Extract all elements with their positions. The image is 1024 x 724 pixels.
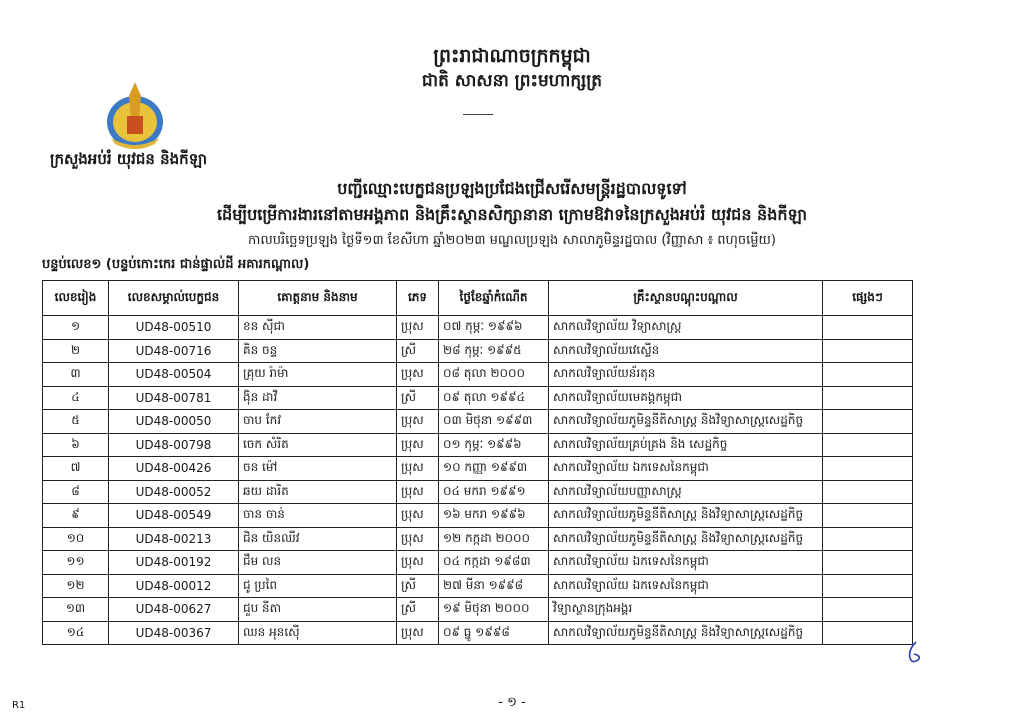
- cell-name: ជួប នីតា: [239, 598, 397, 622]
- cell-name: ចាន ចាន់: [239, 504, 397, 528]
- table-row: [43, 363, 913, 387]
- cell-sex: ប្រុស: [397, 410, 439, 434]
- table-row: [43, 551, 913, 575]
- cell-institution: សាកលវិទ្យាល័យភូមិន្ទនីតិសាស្ត្រ និងវិទ្យាសាស្ត្រសេដ្ឋកិច្ច: [549, 504, 823, 528]
- cell-name: ជឹម លន: [239, 551, 397, 575]
- cell-name: ខន ស៊ីជា: [239, 316, 397, 340]
- cell-id: UD48-00627: [109, 598, 239, 622]
- cell-dob: ១២ កក្កដា ២០០០: [439, 527, 549, 551]
- cell-other: [823, 410, 913, 434]
- cell-no: ១២: [43, 574, 109, 598]
- cell-dob: ១៩ មិថុនា ២០០០: [439, 598, 549, 622]
- cell-sex: ប្រុស: [397, 527, 439, 551]
- cell-institution: វិទ្យាស្ថានក្រុងអង្គរ: [549, 598, 823, 622]
- cell-sex: ស្រី: [397, 386, 439, 410]
- table-row: [43, 480, 913, 504]
- kingdom-heading: ព្រះរាជាណាចក្រកម្ពុជា: [433, 45, 591, 67]
- cell-no: ១៣: [43, 598, 109, 622]
- cell-id: UD48-00798: [109, 433, 239, 457]
- cell-no: ៩: [43, 504, 109, 528]
- col-header-no: លេខរៀង: [43, 281, 109, 316]
- table-row: [43, 386, 913, 410]
- page-number: - ១ -: [498, 695, 526, 710]
- cell-dob: ២៧ មីនា ១៩៩៨: [439, 574, 549, 598]
- cell-name: ជូ ប្រពៃ: [239, 574, 397, 598]
- cell-institution: សាកលវិទ្យាល័យគ្រប់គ្រង និង សេដ្ឋកិច្ច: [549, 433, 823, 457]
- room-label: បន្ទប់លេខ១ (បន្ទប់កោះកេរ ជាន់ផ្ទាល់ដី អគារកណ្តាល): [42, 257, 310, 272]
- cell-dob: ០១ កុម្ភៈ ១៩៩៦: [439, 433, 549, 457]
- cell-name: ឆយ ដារិត: [239, 480, 397, 504]
- ministry-seal-icon: [103, 78, 167, 152]
- cell-other: [823, 598, 913, 622]
- table-row: [43, 621, 913, 645]
- cell-other: [823, 457, 913, 481]
- cell-no: ៣: [43, 363, 109, 387]
- header-divider: [463, 114, 493, 115]
- ministry-name: ក្រសួងអប់រំ យុវជន និងកីឡា: [50, 150, 208, 168]
- cell-institution: សាកលវិទ្យាល័យ វិទ្យាសាស្ត្រ: [549, 316, 823, 340]
- col-header-sex: ភេទ: [397, 281, 439, 316]
- cell-institution: សាកលវិទ្យាល័យ ឯកទេសនៃកម្ពុជា: [549, 457, 823, 481]
- cell-no: ៧: [43, 457, 109, 481]
- cell-sex: ស្រី: [397, 339, 439, 363]
- cell-id: UD48-00549: [109, 504, 239, 528]
- cell-name: ចន ម៉ៅ: [239, 457, 397, 481]
- cell-dob: ០៧ កុម្ភៈ ១៩៩៦: [439, 316, 549, 340]
- revision-label: R1: [12, 700, 26, 711]
- cell-institution: សាកលវិទ្យាល័យភូមិន្ទនីតិសាស្ត្រ និងវិទ្យាសាស្ត្រសេដ្ឋកិច្ច: [549, 527, 823, 551]
- cell-institution: សាកលវិទ្យាល័យមេគង្គកម្ពុជា: [549, 386, 823, 410]
- cell-id: UD48-00510: [109, 316, 239, 340]
- table-row: [43, 316, 913, 340]
- cell-sex: ប្រុស: [397, 621, 439, 645]
- cell-dob: ០៤ មករា ១៩៩១: [439, 480, 549, 504]
- cell-id: UD48-00781: [109, 386, 239, 410]
- cell-id: UD48-00367: [109, 621, 239, 645]
- document-title: បញ្ជីឈ្មោះបេក្ខជនប្រឡងប្រជែងជ្រើសរើសមន្ត្រីរដ្ឋបាលទូទៅ: [337, 179, 687, 198]
- cell-sex: ប្រុស: [397, 363, 439, 387]
- cell-other: [823, 386, 913, 410]
- cell-id: UD48-00716: [109, 339, 239, 363]
- cell-other: [823, 363, 913, 387]
- table-row: [43, 527, 913, 551]
- cell-other: [823, 480, 913, 504]
- exam-info: កាលបរិច្ឆេទប្រឡង ថ្ងៃទី១៣ ខែសីហា ឆ្នាំ២០២៣ មណ្ឌលប្រឡង សាលាភូមិន្ទរដ្ឋបាល (វិញ្ញាសា ៖ ពហុចម្លើយ): [247, 233, 777, 248]
- motto-heading: ជាតិ សាសនា ព្រះមហាក្សត្រ: [421, 71, 603, 91]
- cell-name: ឈន អុនស៊ើ: [239, 621, 397, 645]
- cell-no: ៤: [43, 386, 109, 410]
- col-header-other: ផ្សេងៗ: [823, 281, 913, 316]
- cell-id: UD48-00504: [109, 363, 239, 387]
- table-row: [43, 433, 913, 457]
- col-header-name: គោត្តនាម និងនាម: [239, 281, 397, 316]
- cell-sex: ប្រុស: [397, 316, 439, 340]
- signature-mark-icon: [902, 640, 924, 666]
- cell-no: ៥: [43, 410, 109, 434]
- cell-institution: សាកលវិទ្យាល័យភូមិន្ទនីតិសាស្ត្រ និងវិទ្យាសាស្ត្រសេដ្ឋកិច្ច: [549, 621, 823, 645]
- cell-institution: សាកលវិទ្យាល័យវេស្ទើន: [549, 339, 823, 363]
- cell-other: [823, 433, 913, 457]
- table-row: [43, 339, 913, 363]
- cell-id: UD48-00192: [109, 551, 239, 575]
- cell-no: ១៤: [43, 621, 109, 645]
- cell-no: ៨: [43, 480, 109, 504]
- cell-other: [823, 316, 913, 340]
- col-header-dob: ថ្ងៃខែឆ្នាំកំណើត: [439, 281, 549, 316]
- cell-institution: សាកលវិទ្យាល័យភូមិន្ទនីតិសាស្ត្រ និងវិទ្យាសាស្ត្រសេដ្ឋកិច្ច: [549, 410, 823, 434]
- cell-other: [823, 574, 913, 598]
- candidate-table: [42, 280, 913, 645]
- cell-sex: ប្រុស: [397, 457, 439, 481]
- cell-dob: ០៩ ធ្នូ ១៩៩៨: [439, 621, 549, 645]
- table-row: [43, 457, 913, 481]
- cell-other: [823, 504, 913, 528]
- cell-name: គិន ចន្ទ: [239, 339, 397, 363]
- cell-dob: ០៨ តុលា ២០០០: [439, 363, 549, 387]
- cell-dob: ២៨ កុម្ភៈ ១៩៩៥: [439, 339, 549, 363]
- cell-id: UD48-00052: [109, 480, 239, 504]
- cell-sex: ប្រុស: [397, 504, 439, 528]
- cell-sex: ស្រី: [397, 574, 439, 598]
- cell-dob: ១៦ មករា ១៩៩៦: [439, 504, 549, 528]
- table-row: [43, 410, 913, 434]
- cell-name: ចាប កែវ: [239, 410, 397, 434]
- table-row: [43, 504, 913, 528]
- cell-no: ១១: [43, 551, 109, 575]
- cell-name: ង៉ិន ដាវី: [239, 386, 397, 410]
- cell-name: ជិន យិនឈីវ: [239, 527, 397, 551]
- cell-other: [823, 621, 913, 645]
- cell-name: ចេក សំរិត: [239, 433, 397, 457]
- cell-id: UD48-00213: [109, 527, 239, 551]
- cell-sex: ប្រុស: [397, 551, 439, 575]
- cell-no: ១០: [43, 527, 109, 551]
- cell-institution: សាកលវិទ្យាល័យ ឯកទេសនៃកម្ពុជា: [549, 574, 823, 598]
- cell-other: [823, 551, 913, 575]
- col-header-institution: គ្រឹះស្ថានបណ្តុះបណ្តាល: [549, 281, 823, 316]
- cell-id: UD48-00426: [109, 457, 239, 481]
- cell-dob: ១០ កញ្ញា ១៩៩៣: [439, 457, 549, 481]
- cell-dob: ០៣ មិថុនា ១៩៩៣: [439, 410, 549, 434]
- cell-other: [823, 339, 913, 363]
- cell-other: [823, 527, 913, 551]
- cell-name: គ្រុយ រ៉ាម៉ា: [239, 363, 397, 387]
- cell-id: UD48-00050: [109, 410, 239, 434]
- cell-dob: ០៤ កក្កដា ១៩៨៣: [439, 551, 549, 575]
- table-row: [43, 574, 913, 598]
- cell-sex: ប្រុស: [397, 433, 439, 457]
- cell-institution: សាកលវិទ្យាល័យន័រតុន: [549, 363, 823, 387]
- cell-dob: ០៩ តុលា ១៩៩៤: [439, 386, 549, 410]
- cell-no: ១: [43, 316, 109, 340]
- document-subtitle: ដើម្បីបម្រើការងារនៅតាមអង្គភាព និងគ្រឹះស្ថានសិក្សានានា ក្រោមឱវាទនៃក្រសួងអប់រំ យុវជន និងកីឡា: [216, 205, 808, 224]
- cell-sex: ស្រី: [397, 598, 439, 622]
- cell-institution: សាកលវិទ្យាល័យ ឯកទេសនៃកម្ពុជា: [549, 551, 823, 575]
- cell-no: ២: [43, 339, 109, 363]
- table-row: [43, 598, 913, 622]
- cell-no: ៦: [43, 433, 109, 457]
- col-header-id: លេខសម្គាល់បេក្ខជន: [109, 281, 239, 316]
- cell-sex: ប្រុស: [397, 480, 439, 504]
- cell-id: UD48-00012: [109, 574, 239, 598]
- table-header-row: [43, 281, 913, 316]
- cell-institution: សាកលវិទ្យាល័យបញ្ញាសាស្ត្រ: [549, 480, 823, 504]
